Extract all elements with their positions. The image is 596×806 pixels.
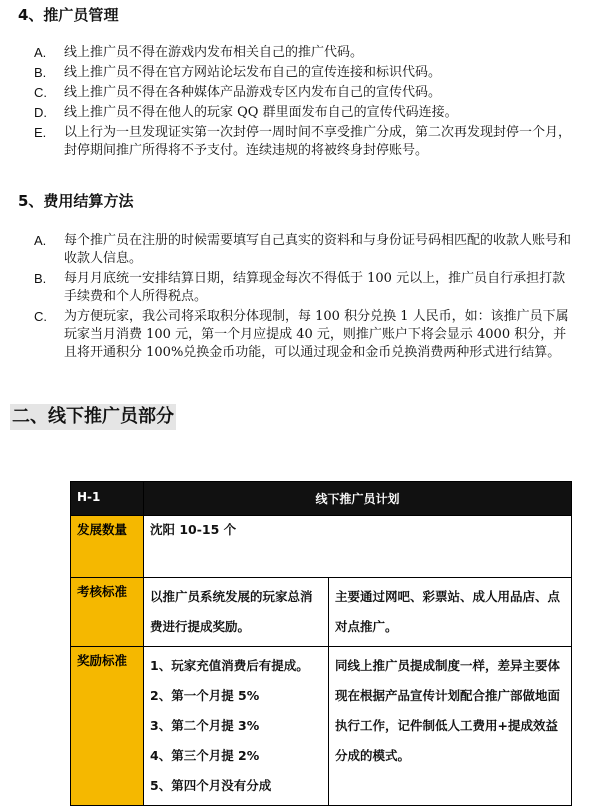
list-marker: C. — [34, 309, 47, 324]
section-heading-fee-settlement: 5、费用结算方法 — [18, 192, 134, 210]
reward-line: 1、玩家充值消费后有提成。 — [150, 658, 309, 673]
table-title: 线下推广员计划 — [144, 482, 572, 516]
part-title: 二、线下推广员部分 — [10, 404, 176, 430]
list-item — [34, 270, 574, 306]
list-text: 以上行为一旦发现证实第一次封停一周时间不享受推广分成，第二次再发现封停一个月，封停期间推广所得将不予支付。连续违规的将被终身封停账号。 — [64, 125, 572, 158]
list-marker: B. — [34, 65, 47, 80]
reward-line: 3、第二个月提 3% — [150, 718, 260, 733]
list-marker: A. — [34, 233, 47, 248]
list-marker: A. — [34, 45, 47, 60]
table-row — [71, 578, 572, 647]
list-marker: B. — [34, 271, 47, 286]
row-cell: 沈阳 10-15 个 — [144, 516, 572, 578]
list-item — [34, 232, 574, 268]
list-item — [34, 104, 574, 122]
table-code: H-1 — [71, 482, 144, 516]
reward-line: 2、第一个月提 5% — [150, 688, 260, 703]
row-label: 奖励标准 — [71, 647, 144, 806]
list-text: 每个推广员在注册的时候需要填写自己真实的资料和与身份证号码相匹配的收款人账号和收款人信息。 — [64, 233, 572, 266]
list-marker: C. — [34, 85, 47, 100]
reward-line: 4、第三个月提 2% — [150, 748, 260, 763]
list-text: 每月月底统一安排结算日期，结算现金每次不得低于 100 元以上，推广员自行承担打款手续费和个人所得税点。 — [64, 271, 566, 304]
reward-line: 5、第四个月没有分成 — [150, 778, 272, 793]
list-item — [34, 308, 574, 362]
promoter-management-list — [34, 44, 574, 162]
list-item — [34, 84, 574, 102]
row-cell: 主要通过网吧、彩票站、成人用品店、点对点推广。 — [329, 578, 572, 647]
section-heading-promoter-management: 4、推广员管理 — [18, 6, 119, 24]
list-text: 线上推广员不得在官方网站论坛发布自己的宣传连接和标识代码。 — [64, 65, 442, 80]
row-cell: 同线上推广员提成制度一样，差异主要体现在根据产品宣传计划配合推广部做地面执行工作，记件制低人工费用+提成效益分成的模式。 — [329, 647, 572, 806]
list-text: 线上推广员不得在各种媒体产品游戏专区内发布自己的宣传代码。 — [64, 85, 442, 100]
list-text: 线上推广员不得在他人的玩家 QQ 群里面发布自己的宣传代码连接。 — [64, 105, 458, 120]
list-item — [34, 124, 574, 160]
list-marker: E. — [34, 125, 47, 140]
list-text: 线上推广员不得在游戏内发布相关自己的推广代码。 — [64, 45, 364, 60]
offline-promoter-plan-table — [70, 481, 572, 806]
fee-settlement-list — [34, 232, 574, 364]
table-row — [71, 647, 572, 806]
reward-list-cell — [144, 647, 329, 806]
row-label: 发展数量 — [71, 516, 144, 578]
row-label: 考核标准 — [71, 578, 144, 647]
list-text: 为方便玩家，我公司将采取积分体现制，每 100 积分兑换 1 人民币，如：该推广员下属玩家当月消费 100 元，第一个月应提成 40 元，则推广账户下将会显示 4000 积分，并且将开通积分 100%兑换金币功能，可以通过现金和金币兑换消费两种形式进行结算。 — [64, 309, 569, 360]
list-marker: D. — [34, 105, 47, 120]
list-item — [34, 44, 574, 62]
table-row — [71, 516, 572, 578]
row-cell: 以推广员系统发展的玩家总消费进行提成奖励。 — [144, 578, 329, 647]
table-header-row — [71, 482, 572, 516]
list-item — [34, 64, 574, 82]
